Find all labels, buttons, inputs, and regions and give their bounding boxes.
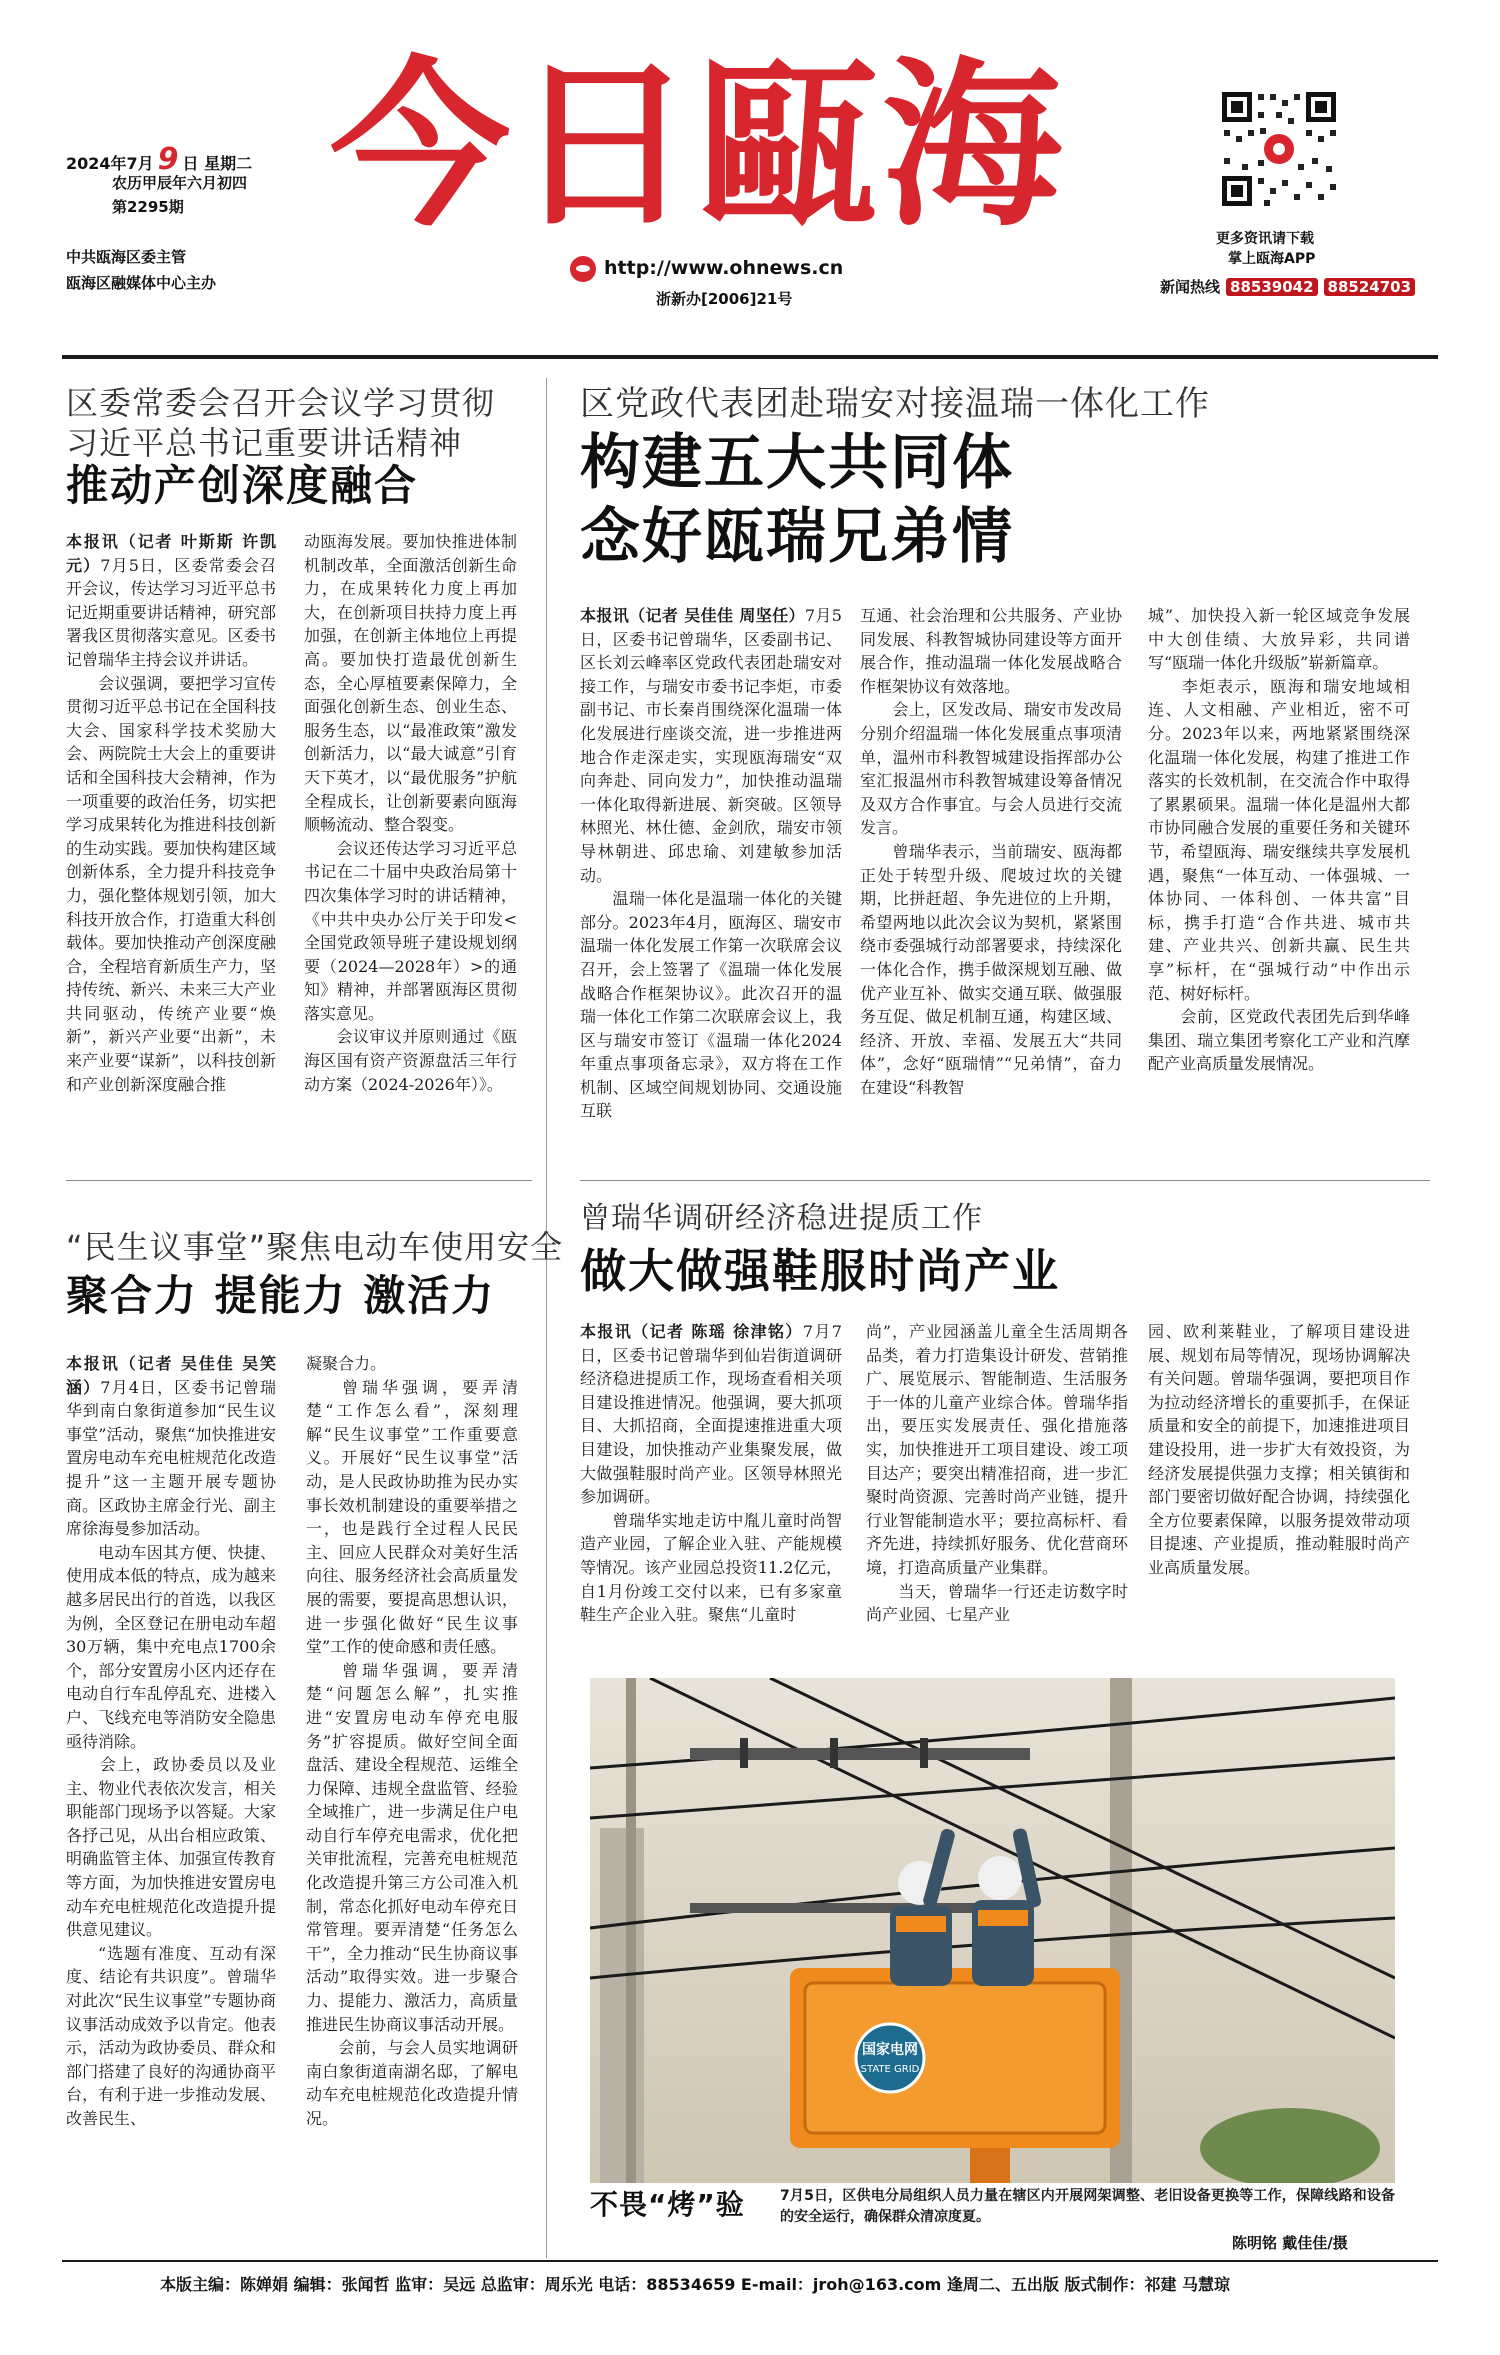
article1-text-1: 7月5日，区委常委会召开会议，传达学习习近平总书记近期重要讲话精神，研究部署我区贯彻落实意见。区委书记曾瑞华主持会议并讲话。 会议强调，要把学习宣传贯彻习近平总书记在全国科技大会、国家科学技术奖励大会、两院院士大会上的重要讲话和全国科技大会精神，作为一项重要的政治任务，切实把学习成果转化为推进科技创新的生动实践。要加快构建区域创新体系，全力提升科技竞争力，强化整体规划引领，加大科技开放合作，打造重大科创载体。要加快推动产创深度融合，全程培育新质生产力，坚持传统、新兴、未来三大产业共同驱动，传统产业要“焕新”，新兴产业要“出新”，未来产业要“谋新”，以科技创新和产业创新深度融合推 bbox=[66, 555, 276, 1094]
article3-byline: 本报讯（记者 吴佳佳 吴笑涵） bbox=[66, 1354, 276, 1397]
article2-kicker: 区党政代表团赴瑞安对接温瑞一体化工作 bbox=[580, 384, 1210, 424]
footer-credits: 本版主编：陈婵娟 编辑：张闻哲 监审：吴远 总监审：周乐光 电话：88534659 E-mail：jroh@163.com 逢周二、五出版 版式制作：祁建 马慧琼 bbox=[160, 2275, 1231, 2294]
issue-number: 第2295期 bbox=[112, 198, 184, 216]
article4-text-1: 7月7日，区委书记曾瑞华到仙岩街道调研经济稳进提质工作，现场查看相关项目建设推进情况。他强调，要大抓项目、大抓招商，全面提速推进重大项目建设，加快推动产业集聚发展，做大做强鞋服时尚产业。区领导林照光参加调研。 曾瑞华实地走访中胤儿童时尚智造产业园，了解企业入驻、产能规模等情况。该产业园总投资11.2亿元，自1月份竣工交付以来，已有多家童鞋生产企业入驻。聚焦“儿童时 bbox=[580, 1322, 842, 1625]
article3-kicker: “民生议事堂”聚焦电动车使用安全 bbox=[66, 1228, 564, 1266]
news-photo bbox=[590, 1678, 1395, 2183]
section-divider-right bbox=[580, 1180, 1430, 1181]
article3-column-1 bbox=[66, 1352, 276, 2254]
article1-byline: 本报讯（记者 叶斯斯 许凯元） bbox=[66, 532, 276, 575]
article2-text-3: 城”、加快投入新一轮区域竞争发展中大创佳绩、大放异彩，共同谱写“瓯瑞一体化升级版”崭新篇章。 李炬表示，瓯海和瑞安地域相连、人文相融、产业相近，密不可分。2023年以来，两地紧紧围绕深化温瑞一体化发展，构建了推进工作落实的长效机制，在交流合作中取得了累累硕果。温瑞一体化是温州大都市协同融合发展的重要任务和关键环节，希望瓯海、瑞安继续共享发展机遇，聚焦“一体互动、一体强城、一体协同、一体科创、一体共富”目标，携手打造“合作共进、城市共建、产业共兴、创新共赢、民生共享”标杆，在“强城行动”中作出示范、树好标杆。 会前，区党政代表团先后到华峰集团、瑞立集团考察化工产业和汽摩配产业高质量发展情况。 bbox=[1148, 606, 1410, 1074]
article2-headline-line2: 念好瓯瑞兄弟情 bbox=[580, 502, 1014, 572]
app-line-1: 更多资讯请下载 bbox=[1216, 231, 1314, 247]
article3-column-2 bbox=[306, 1352, 518, 2254]
article4-column-1 bbox=[580, 1320, 842, 1665]
section-divider-left bbox=[66, 1180, 532, 1181]
issue-date-day: 9 bbox=[157, 142, 179, 177]
article2-text-2: 互通、社会治理和公共服务、产业协同发展、科教智城协同建设等方面开展合作，推动温瑞一体化发展战略合作框架协议有效落地。 会上，区发改局、瑞安市发改局分别介绍温瑞一体化发展重点事项清单，温州市科教智城建设指挥部办公室汇报温州市科教智城建设筹备情况及双方合作事宜。与会人员进行交流发言。 曾瑞华表示，当前瑞安、瓯海都正处于转型升级、爬坡过坎的关键期，比拼赶超、争先进位的上升期，希望两地以此次会议为契机，紧紧围绕市委强城行动部署要求，持续深化一体化合作，携手做深规划互融、做优产业互补、做实交通互联、做强服务互促、做足机制互通，构建区域、经济、开放、幸福、发展五大“共同体”，念好“瓯瑞情”“兄弟情”，奋力在建设“科教智 bbox=[860, 606, 1122, 1097]
article3-text-1: 7月4日，区委书记曾瑞华到南白象街道参加“民生议事堂”活动，聚焦“加快推进安置房电动车充电桩规范化改造提升”这一主题开展专题协商。区政协主席金行光、副主席徐海曼参加活动。 电动车因其方便、快捷、使用成本低的特点，成为越来越多居民出行的首选，以我区为例，全区登记在册电动车超30万辆，集中充电点1700余个，部分安置房小区内还存在电动自行车乱停乱充、进楼入户、飞线充电等消防安全隐患亟待消除。 会上，政协委员以及业主、物业代表依次发言，相关职能部门现场予以答疑。大家各抒己见，从出台相应政策、明确监管主体、加强宣传教育等方面，为加快推进安置房电动车充电桩规范化改造提升提供意见建议。 “选题有准度、互动有深度、结论有共识度”。曾瑞华对此次“民生议事堂”专题协商议事活动成效予以肯定。他表示，活动为政协委员、群众和部门搭建了良好的沟通协商平台，有利于进一步推动发展、改善民生、 bbox=[66, 1377, 276, 2128]
photo-credit: 陈明铭 戴佳佳/摄 bbox=[1232, 2234, 1348, 2252]
photo-caption: 7月5日，区供电分局组织人员力量在辖区内开展网架调整、老旧设备更换等工作，保障线路和设备的安全运行，确保群众清凉度夏。 bbox=[780, 2188, 1395, 2225]
article4-text-2: 尚”，产业园涵盖儿童全生活周期各品类，着力打造集设计研发、营销推广、展览展示、智能制造、生活服务于一体的儿童产业综合体。曾瑞华指出，要压实发展责任、强化措施落实，加快推进开工项目建设、竣工项目达产；要突出精准招商，进一步汇聚时尚资源、完善时尚产业链，提升行业智能制造水平；要拉高标杆、看齐先进，持续抓好服务、优化营商环境，打造高质量产业集群。 当天，曾瑞华一行还走访数字时尚产业园、七星产业 bbox=[866, 1322, 1128, 1625]
publisher-line-1: 中共瓯海区委主管 bbox=[66, 248, 187, 266]
app-line-2: 掌上瓯海APP bbox=[1228, 251, 1316, 267]
photo-title: 不畏“烤”验 bbox=[590, 2188, 745, 2221]
hotline-number-1[interactable]: 88539042 bbox=[1226, 278, 1318, 296]
article4-headline: 做大做强鞋服时尚产业 bbox=[580, 1244, 1060, 1298]
article1-column-1 bbox=[66, 530, 276, 1130]
article4-kicker: 曾瑞华调研经济稳进提质工作 bbox=[580, 1201, 983, 1236]
article4-column-3 bbox=[1148, 1320, 1410, 1665]
qr-code-icon bbox=[1218, 88, 1340, 210]
article1-kicker: 区委常委会召开会议学习贯彻习近平总书记重要讲话精神 bbox=[66, 384, 496, 462]
lunar-date: 农历甲辰年六月初四 bbox=[112, 174, 248, 192]
article2-column-1 bbox=[580, 604, 842, 1169]
article2-column-2 bbox=[860, 604, 1122, 1169]
article1-text-2: 动瓯海发展。要加快推进体制机制改革，全面激活创新生命力，在成果转化力度上再加大，在创新项目扶持力度上再加强，在创新主体地位上再提高。要加快打造最优创新生态，全心厚植要素保障力，全面强化创新生态、创业生态、服务生态，以“最准政策”激发创新活力，以“最大诚意”引育天下英才，以“最优服务”护航全程成长，让创新要素向瓯海顺畅流动、整合裂变。 会议还传达学习习近平总书记在二十届中央政治局第十四次集体学习时的讲话精神，《中共中央办公厅关于印发<全国党政领导班子建设规划纲要（2024—2028年）>的通知》精神，并部署瓯海区贯彻落实意见。 会议审议并原则通过《瓯海区国有资产资源盘活三年行动方案（2024-2026年）》。 bbox=[304, 532, 517, 1094]
article4-column-2 bbox=[866, 1320, 1128, 1665]
article1-column-2 bbox=[304, 530, 517, 1130]
article2-byline: 本报讯（记者 吴佳佳 周坚任） bbox=[580, 606, 805, 625]
article4-text-3: 园、欧利莱鞋业，了解项目建设进展、规划布局等情况，现场协调解决有关问题。曾瑞华强调，要把项目作为拉动经济增长的重要抓手，在保证质量和安全的前提下，加速推进项目建设投用，进一步扩大有效投资，为经济发展提供强力支撑；相关镇街和部门要密切做好配合协调，持续强化全方位要素保障，以服务提效带动项目提速、产业提质，推动鞋服时尚产业高质量发展。 bbox=[1148, 1322, 1410, 1577]
lineworker-photo-illustration bbox=[590, 1678, 1395, 2183]
article2-column-3 bbox=[1148, 604, 1410, 1139]
news-hotline: 新闻热线 88539042 88524703 bbox=[1160, 276, 1415, 297]
issue-date: 2024年7月 9 日 星期二 bbox=[66, 142, 253, 177]
footer-divider bbox=[62, 2260, 1438, 2262]
article4-byline: 本报讯（记者 陈瑶 徐津铭） bbox=[580, 1322, 803, 1341]
article3-headline: 聚合力 提能力 激活力 bbox=[66, 1271, 496, 1320]
column-divider bbox=[546, 378, 547, 2258]
website-url[interactable]: http://www.ohnews.cn bbox=[604, 257, 844, 279]
newspaper-title: 今日甌海 bbox=[330, 40, 1067, 251]
globe-icon bbox=[570, 256, 596, 282]
article2-text-1: 7月5日，区委书记曾瑞华，区委副书记、区长刘云峰率区党政代表团赴瑞安对接工作，与瑞安市委书记李炬，市委副书记、市长秦肖围绕深化温瑞一体化发展进行座谈交流，进一步推进两地合作走深走实，实现瓯海瑞安“双向奔赴、同向发力”，加快推动温瑞一体化取得新进展、新突破。区领导林照光、林仕德、金剑欣，瑞安市领导林朝进、邱忠瑜、刘建敏参加活动。 温瑞一体化是温瑞一体化的关键部分。2023年4月，瓯海区、瑞安市温瑞一体化发展工作第一次联席会议召开，会上签署了《温瑞一体化发展战略合作框架协议》。此次召开的温瑞一体化工作第二次联席会议上，我区与瑞安市签订《温瑞一体化2024年重点事项备忘录》，双方将在工作机制、区域空间规划协同、交通设施互联 bbox=[580, 606, 842, 1121]
article3-text-2: 凝聚合力。 曾瑞华强调，要弄清楚“工作怎么看”，深刻理解“民生议事堂”工作重要意义。开展好“民生议事堂”活动，是人民政协助推为民办实事长效机制建设的重要举措之一，也是践行全过程人民民主、回应人民群众对美好生活向往、服务经济社会高质量发展的需要，要提高思想认识，进一步强化做好“民生议事堂”工作的使命感和责任感。 曾瑞华强调，要弄清楚“问题怎么解”，扎实推进“安置房电动车停充电服务”扩容提质。做好空间全面盘活、建设全程规范、运维全力保障、违规全盘监管、经验全域推广，进一步满足住户电动自行车停充电需求，优化把关审批流程，完善充电桩规范化改造提升第三方公司准入机制，常态化抓好电动车停充日常管理。要弄清楚“任务怎么干”，全力推动“民生协商议事活动”取得实效。进一步聚合力、提能力、激活力，高质量推进民生协商议事活动开展。 会前，与会人员实地调研南白象街道南湖名邸，了解电动车充电桩规范化改造提升情况。 bbox=[306, 1354, 518, 2128]
state-grid-badge-line1: 国家电网 bbox=[862, 2042, 918, 2058]
license-number: 浙新办[2006]21号 bbox=[656, 290, 793, 308]
article1-headline: 推动产创深度融合 bbox=[66, 461, 419, 510]
state-grid-badge-line2: STATE GRID bbox=[860, 2064, 920, 2075]
hotline-number-2[interactable]: 88524703 bbox=[1324, 278, 1416, 296]
publisher-line-2: 瓯海区融媒体中心主办 bbox=[66, 274, 217, 292]
article2-headline-line1: 构建五大共同体 bbox=[580, 428, 1014, 498]
masthead-divider bbox=[62, 355, 1438, 359]
